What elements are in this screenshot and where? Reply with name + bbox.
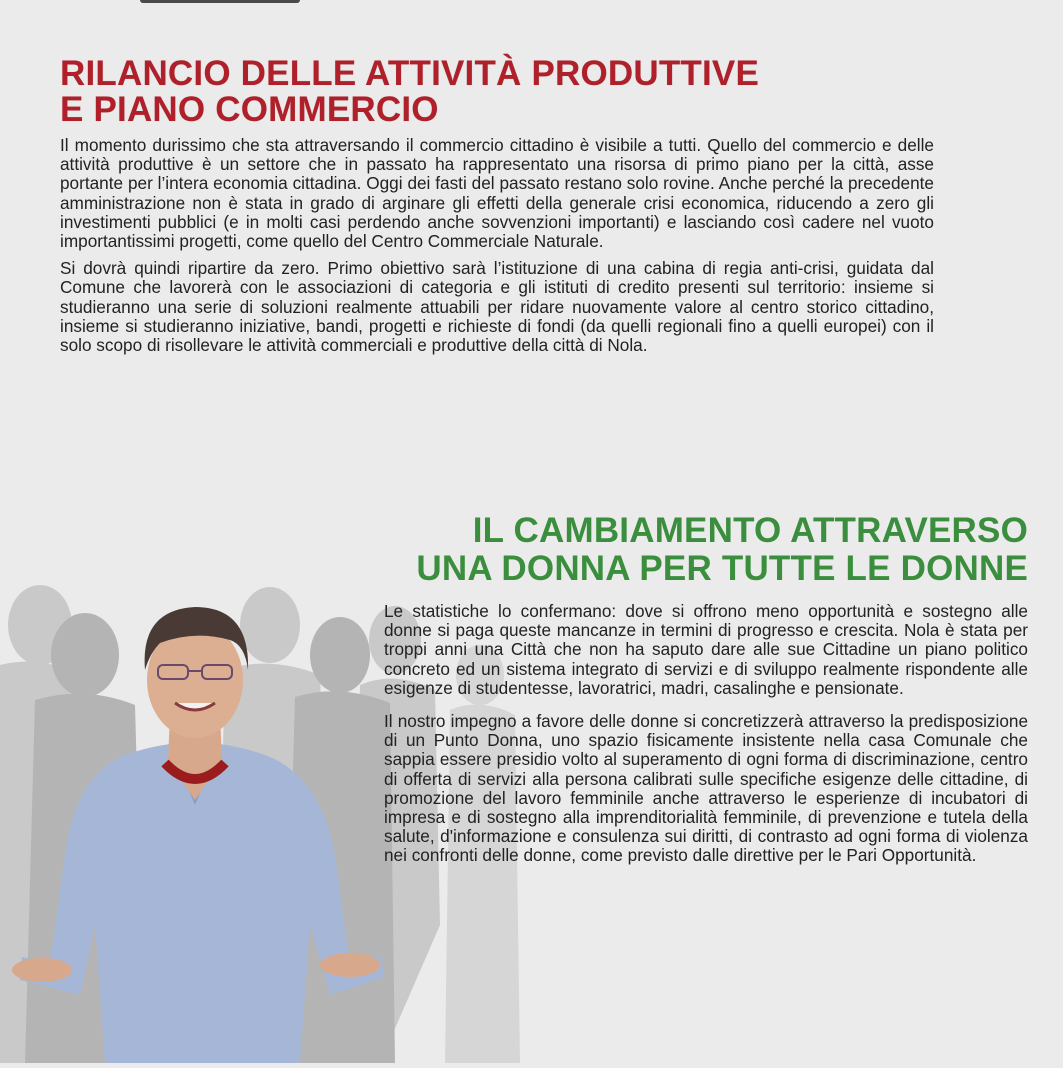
section-title-donne xyxy=(384,512,1028,588)
top-decoration xyxy=(140,0,300,3)
section-commercio xyxy=(60,56,934,355)
paragraph: Il momento durissimo che sta attraversando il commercio cittadino è visibile a tutti. Quello del commercio e delle attività produttive è un settore che in passato ha rappresentato una risorsa di primo piano per la città, asse portante per l’intera economia cittadina. Oggi dei fasti del passato restano solo rovine. Anche perché la precedente amministrazione non è stata in grado di arginare gli effetti della generale crisi economica, riducendo a zero gli investimenti pubblici (e in molti casi perdendo anche sovvenzioni importanti) e lasciando così cadere nel vuoto importantissimi progetti, come quello del Centro Commerciale Naturale. xyxy=(60,135,934,252)
title-line: E PIANO COMMERCIO xyxy=(60,90,439,129)
paragraph: Le statistiche lo confermano: dove si offrono meno opportunità e sostegno alle donne si paga queste mancanze in termini di progresso e crescita. Nola è stata per troppi anni una Città che non ha saputo dare alle sue Cittadine un piano politico concreto ed un sistema integrato di servizi e di sviluppo realmente rispondente alle esigenze di studentesse, lavoratrici, madri, casalinghe e pensionate. xyxy=(384,601,1028,698)
section-donne xyxy=(384,512,1028,866)
paragraph: Si dovrà quindi ripartire da zero. Primo obiettivo sarà l’istituzione di una cabina di regia anti-crisi, guidata dal Comune che lavorerà con le associazioni di categoria e gli istituti di credito presenti sul territorio: insieme si studieranno una serie di soluzioni realmente attuabili per ridare nuovamente valore al centro storico cittadino, insieme si studieranno iniziative, bandi, progetti e richieste di fondi (da quelli regionali fino a quelli europei) con il solo scopo di risollevare le attività commerciali e produttive della città di Nola. xyxy=(60,258,934,356)
title-line: UNA DONNA PER TUTTE LE DONNE xyxy=(416,549,1028,588)
title-line: RILANCIO DELLE ATTIVITÀ PRODUTTIVE xyxy=(60,54,760,93)
section-title-commercio xyxy=(60,56,934,128)
paragraph: Il nostro impegno a favore delle donne si concretizzerà attraverso la predisposizione di un Punto Donna, uno spazio fisicamente insistente nella casa Comunale che sappia essere presidio volto al superamento di ogni forma di discriminazione, centro di offerta di servizi alla persona calibrati sulle specifiche esigenze delle cittadine, di promozione del lavoro femminile anche attraverso le esperienze di incubatori di impresa e di sostegno alla imprenditorialità femminile, di prevenzione e tutela della salute, d'informazione e consulenza sui diritti, di contrasto ad ogni forma di violenza nei confronti delle donne, come previsto dalle direttive per le Pari Opportunità. xyxy=(384,711,1028,866)
title-line: IL CAMBIAMENTO ATTRAVERSO xyxy=(472,511,1028,550)
